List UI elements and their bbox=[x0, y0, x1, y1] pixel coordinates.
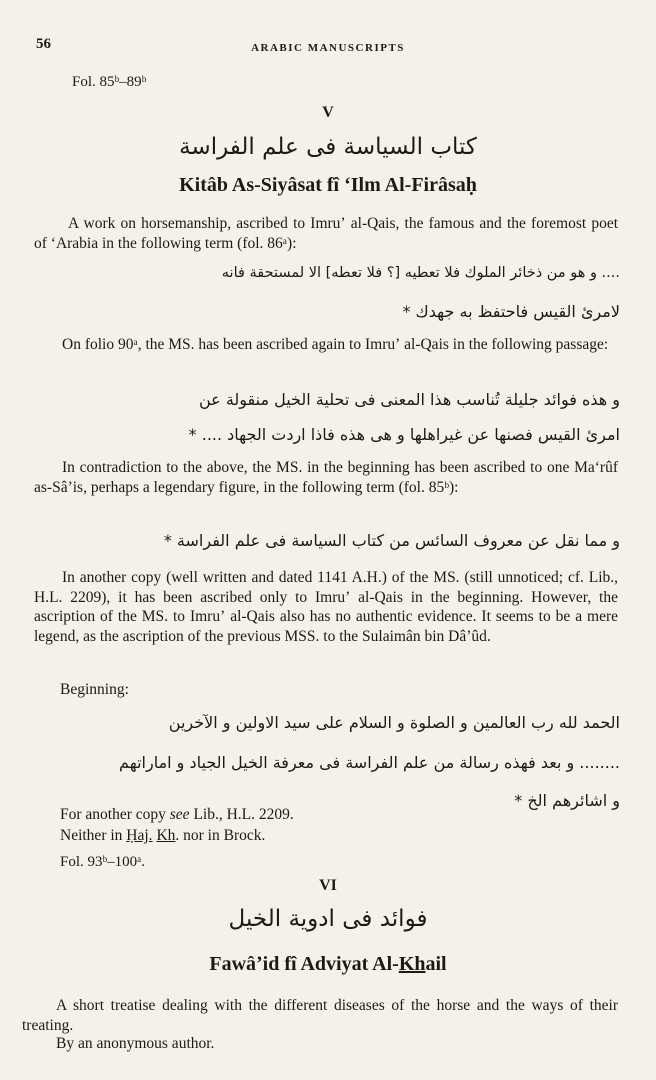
beginning-label: Beginning: bbox=[60, 681, 129, 698]
folio-range-v: Fol. 85ᵇ–89ᵇ bbox=[72, 74, 147, 90]
beginning-arabic-line-3: و اشائرهم الخ * bbox=[514, 791, 620, 810]
note-text: For another copy bbox=[60, 806, 170, 823]
arabic-quote-3: و مما نقل عن معروف السائس من كتاب السياسة فى علم الفراسة * bbox=[163, 531, 620, 550]
entry-number-vi: VI bbox=[319, 877, 337, 894]
note-haj: Ḥaj. bbox=[126, 827, 153, 844]
note-text: . nor in Brock. bbox=[175, 827, 266, 844]
entry-title-vi-main: Fawâʼid fî Adviyat Al- bbox=[209, 953, 399, 975]
arabic-quote-2-line-1: و هذه فوائد جليلة تُناسب هذا المعنى فى تحلية الخيل منقولة عن bbox=[199, 390, 620, 409]
description-vi: A short treatise dealing with the different diseases of the horse and the ways of their treating. bbox=[22, 997, 618, 1034]
note-not-found bbox=[60, 825, 265, 846]
entry-title-vi bbox=[0, 953, 656, 976]
note-kh: Kh bbox=[156, 827, 176, 844]
passage-intro: On folio 90ᵃ, the MS. has been ascribed again to Imruʼ al-Qais in the following passage: bbox=[62, 336, 609, 353]
description-v: A work on horsemanship, ascribed to Imruʼ al-Qais, the famous and the foremost poet of ʻArabia in the following term (fol. 86ᵃ): bbox=[34, 215, 618, 252]
another-copy-paragraph: In another copy (well written and dated 1141 A.H.) of the MS. (still unnoticed; cf. Lib., H.L. 2209), it has been ascribed only to Imruʼ al-Qais in the beginning. However, the ascription of the MS. to Imruʼ al-Qais also has no authentic evidence. It seems to be a mere legend, as the ascription of the previous MSS. to the Sulaimân bin Dâʼûd. bbox=[34, 569, 618, 645]
arabic-title-vi: فوائد فى ادوية الخيل bbox=[228, 906, 428, 932]
contradiction-paragraph: In contradiction to the above, the MS. in the beginning has been ascribed to one Maʻrûf as-Sâʼis, perhaps a legendary figure, in the following term (fol. 85ᵇ): bbox=[34, 459, 618, 496]
entry-title-v: Kitâb As-Siyâsat fî ʻIlm Al-Firâsaḥ bbox=[179, 174, 477, 196]
page-number: 56 bbox=[36, 36, 51, 52]
running-head: ARABIC MANUSCRIPTS bbox=[251, 42, 405, 54]
arabic-quote-1-line-1: .... و هو من ذخائر الملوك فلا تعطيه [؟ فلا تعطه] الا لمستحقة فانه bbox=[221, 265, 620, 281]
arabic-quote-1-line-2: لامرئ القيس فاحتفظ به جهدك * bbox=[402, 302, 620, 321]
note-reference: Lib., H.L. 2209. bbox=[189, 806, 294, 823]
beginning-arabic-line-1: الحمد لله رب العالمين و الصلوة و السلام على سيد الاولين و الآخرين bbox=[168, 713, 620, 732]
arabic-title-v: كتاب السياسة فى علم الفراسة bbox=[179, 134, 477, 160]
author-line: By an anonymous author. bbox=[56, 1035, 215, 1052]
folio-range-vi: Fol. 93ᵇ–100ᵃ. bbox=[60, 854, 146, 870]
entry-title-vi-end: ail bbox=[425, 953, 447, 975]
note-see: see bbox=[169, 806, 190, 823]
entry-number-v: V bbox=[322, 104, 334, 121]
beginning-arabic-line-2: ........ و بعد فهذه رسالة من علم الفراسة فى معرفة الخيل الجياد و اماراتهم bbox=[119, 753, 620, 772]
arabic-quote-2-line-2: امرئ القيس فصنها عن غيراهلها و هى هذه فاذا اردت الجهاد .... * bbox=[188, 425, 620, 444]
note-another-copy bbox=[60, 804, 294, 825]
entry-title-vi-kh: Kh bbox=[398, 953, 426, 975]
note-text: Neither in bbox=[60, 827, 127, 844]
